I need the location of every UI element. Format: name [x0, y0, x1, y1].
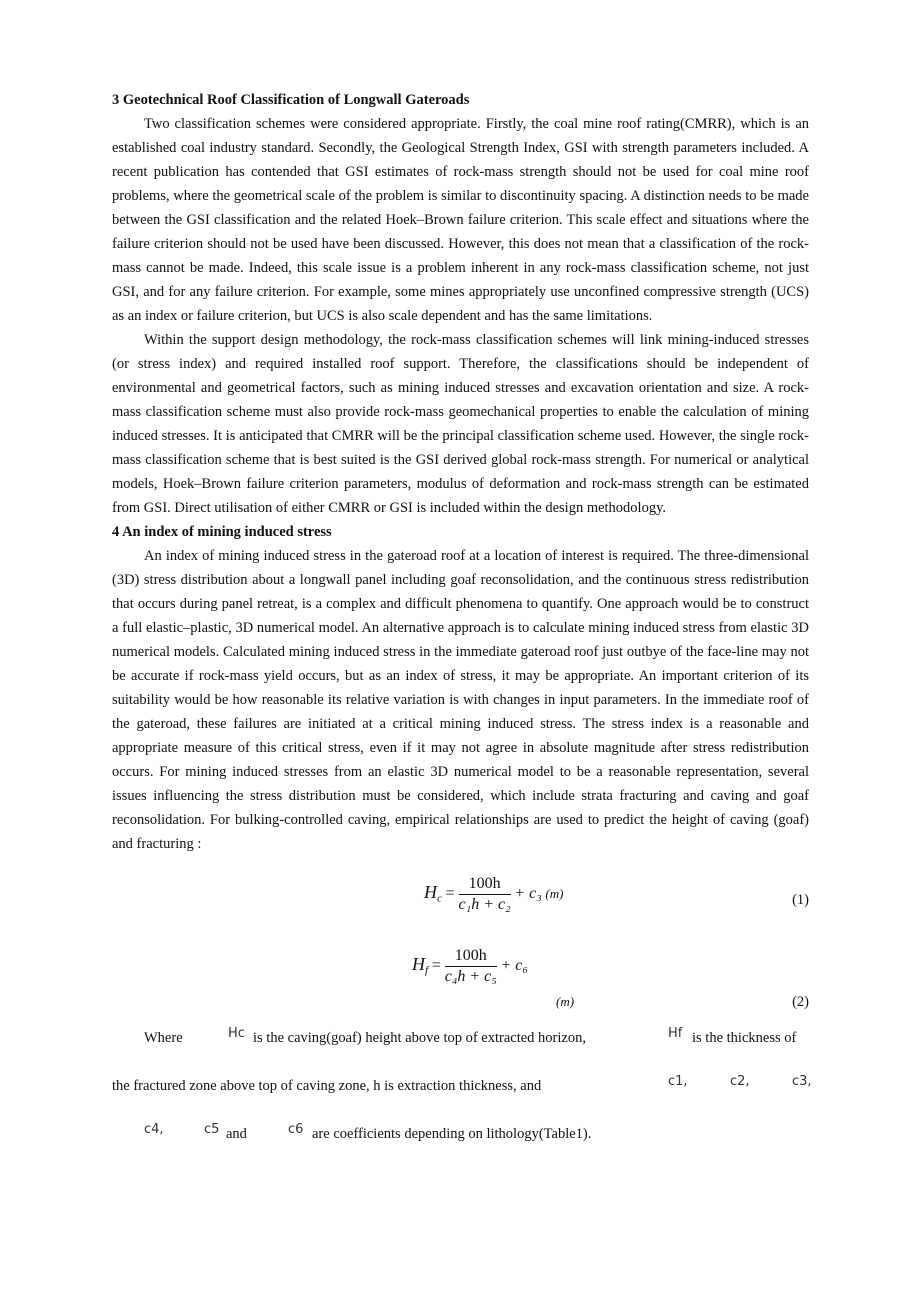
eq2-number: (2) [792, 994, 809, 1010]
eq2-denominator: c₄h + c₅ [444, 968, 497, 985]
hc-symbol: Hc [228, 1026, 245, 1041]
and-text: and [226, 1126, 247, 1142]
section-3-heading: 3 Geotechnical Roof Classification of Longwall Gateroads [112, 92, 470, 108]
eq1-unit: (m) [545, 885, 564, 901]
equation-2: $H_f$ = $\frac{100h}{\text{c₄h + c₅}}$ + c₆ (m) (2) [112, 942, 809, 1014]
c6-symbol: c6 [288, 1122, 304, 1137]
eq1-lhs-sub: c [437, 892, 442, 905]
section-4-heading: 4 An index of mining induced stress [112, 524, 332, 540]
section-3-paragraph-1: Two classification schemes were considered appropriate. Firstly, the coal mine roof rating(CMRR), which is an established coal industry standard. Secondly, the Geological Strength Index, GSI with strength parameters included. A recent publication has contended that GSI estimates of rock-mass strength should not be used for coal mine roof problems, where the geometrical scale of the problem is similar to discontinuity spacing. A distinction needs to be made between the GSI classification and the related Hoek–Brown failure criterion. This scale effect and situations where the failure criterion should not be used have been discussed. However, this does not mean that a classification of the rock-mass cannot be made. Indeed, this scale issue is a problem inherent in any rock-mass classification scheme, not just GSI, and for any failure criterion. For example, some mines appropriately use unconfined compressive strength (UCS) as an index or failure criterion, but UCS is also scale dependent and has the same limitations. [112, 116, 809, 324]
section-3-paragraph-2: Within the support design methodology, the rock-mass classification schemes will link mining-induced stresses (or stress index) and required installed roof support. Therefore, the classifications should be independent of environmental and geometrical factors, such as mining induced stresses and excavation orientation and size. A rock-mass classification scheme must also provide rock-mass geomechanical properties to enable the calculation of mining induced stresses. It is anticipated that CMRR will be the principal classification scheme used. However, the single rock-mass classification scheme that is best suited is the GSI derived global rock-mass strength. For numerical or analytical models, Hoek–Brown failure criterion parameters, modulus of deformation and rock-mass strength can be estimated from GSI. Direct utilisation of either CMRR or GSI is included within the design methodology. [112, 332, 809, 516]
eq2-lhs-sub: f [425, 964, 429, 977]
hf-symbol: Hf [668, 1026, 683, 1041]
section-4-paragraph: An index of mining induced stress in the gateroad roof at a location of interest is required. The three-dimensional (3D) stress distribution about a longwall panel including goaf reconsolidation, and the continuous stress redistribution that occurs during panel retreat, is a complex and difficult phenomena to quantify. One approach would be to construct a full elastic–plastic, 3D numerical model. An alternative approach is to calculate mining induced stress from elastic 3D numerical models. Calculated mining induced stress in the immediate gateroad roof just outbye of the face-line may not be accurate if rock-mass yield occurs, but as an index of stress, it may be appropriate. An important criterion of its suitability would be how reasonable its relative variation is with changes in input parameters. In the immediate roof of the gateroad, these failures are initiated at a critical mining induced stress. The stress index is a reasonable and appropriate measure of this critical stress, even if it may not agree in absolute magnitude after stress redistribution occurs. For mining induced stresses from an elastic 3D numerical model to be a reasonable representation, several issues influencing the stress distribution must be considered, which include strata fracturing and caving and goaf reconsolidation. For bulking-controlled caving, empirical relationships are used to predict the height of caving (goaf) and fracturing : [112, 548, 809, 852]
where-line-2 [112, 1068, 812, 1116]
c1-symbol: c1, [668, 1074, 688, 1089]
where-line-1 [112, 1020, 809, 1068]
c4-symbol: c4, [144, 1122, 164, 1137]
eq2-fraction [445, 946, 497, 987]
c2-symbol: c2, [730, 1074, 750, 1089]
hc-definition: is the caving(goaf) height above top of extracted horizon, [253, 1030, 586, 1046]
eq2-unit: (m) [556, 994, 575, 1009]
eq1-numerator: 100h [459, 874, 511, 895]
fractured-zone-text: the fractured zone above top of caving zone, h is extraction thickness, and [112, 1078, 542, 1094]
c3-symbol: c3, [792, 1074, 812, 1089]
eq2-numerator: 100h [445, 946, 497, 967]
hf-definition: is the thickness of [692, 1030, 797, 1046]
eq1-number: (1) [792, 892, 809, 908]
eq2-tail: + c₆ [500, 956, 528, 974]
eq2-lhs: H [412, 953, 425, 974]
where-label: Where [144, 1030, 183, 1046]
eq1-fraction [459, 874, 511, 915]
equation-1: $H_c$ = $\frac{100h}{\text{c₁h + c₂}}$ + c₃ (m) (1) [424, 875, 809, 913]
eq1-tail: + c₃ [514, 884, 542, 902]
where-line-3 [112, 1116, 809, 1164]
coefficients-definition: are coefficients depending on lithology(Table1). [312, 1126, 592, 1142]
c5-symbol: c5 [204, 1122, 220, 1137]
document-page [112, 88, 812, 1164]
eq1-lhs: H [424, 881, 437, 902]
eq1-denominator: c₁h + c₂ [458, 896, 511, 913]
